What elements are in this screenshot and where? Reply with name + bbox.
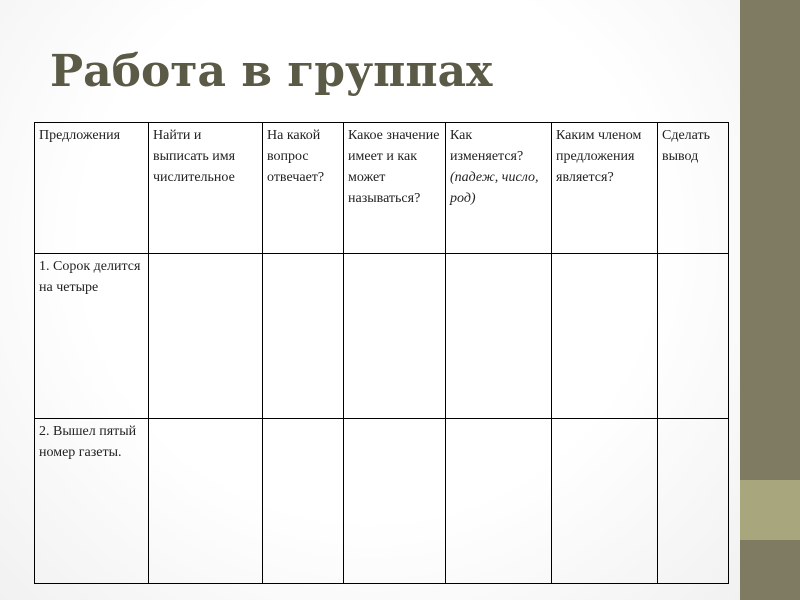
header-note: (падеж, число, род)	[450, 170, 539, 206]
sentence-cell: 2. Вышел пятый номер газеты.	[35, 419, 149, 584]
table-row	[35, 254, 729, 419]
header-label: Какое значение имеет и как может называться?	[348, 128, 440, 206]
answer-cell[interactable]	[149, 254, 263, 419]
header-label: На какой вопрос отвечает?	[267, 128, 325, 185]
header-label: Как изменяется?	[450, 128, 524, 164]
header-label: Сделать вывод	[662, 128, 711, 164]
answer-cell[interactable]	[552, 419, 658, 584]
table-row	[35, 419, 729, 584]
header-cell-find-numeral	[149, 123, 263, 254]
header-cell-conclusion	[658, 123, 729, 254]
header-label: Каким членом предложения является?	[556, 128, 642, 185]
work-table	[34, 122, 729, 584]
answer-cell[interactable]	[552, 254, 658, 419]
sentence-cell: 1. Сорок делится на четыре	[35, 254, 149, 419]
answer-cell[interactable]	[263, 419, 344, 584]
side-bar-bottom-block	[740, 540, 800, 600]
answer-cell[interactable]	[263, 254, 344, 419]
side-bar-top-block	[740, 0, 800, 480]
answer-cell[interactable]	[446, 254, 552, 419]
header-cell-sentences	[35, 123, 149, 254]
header-label: Найти и выписать имя числительное	[153, 128, 236, 185]
slide-title: Работа в группах	[50, 46, 493, 97]
header-cell-changes	[446, 123, 552, 254]
header-cell-sentence-member	[552, 123, 658, 254]
header-cell-question	[263, 123, 344, 254]
answer-cell[interactable]	[344, 419, 446, 584]
answer-cell[interactable]	[658, 419, 729, 584]
decorative-side-bar	[740, 0, 800, 600]
side-bar-accent-block	[740, 480, 800, 540]
answer-cell[interactable]	[446, 419, 552, 584]
answer-cell[interactable]	[344, 254, 446, 419]
answer-cell[interactable]	[149, 419, 263, 584]
header-label: Предложения	[39, 128, 121, 143]
answer-cell[interactable]	[658, 254, 729, 419]
table-header-row	[35, 123, 729, 254]
header-cell-meaning	[344, 123, 446, 254]
